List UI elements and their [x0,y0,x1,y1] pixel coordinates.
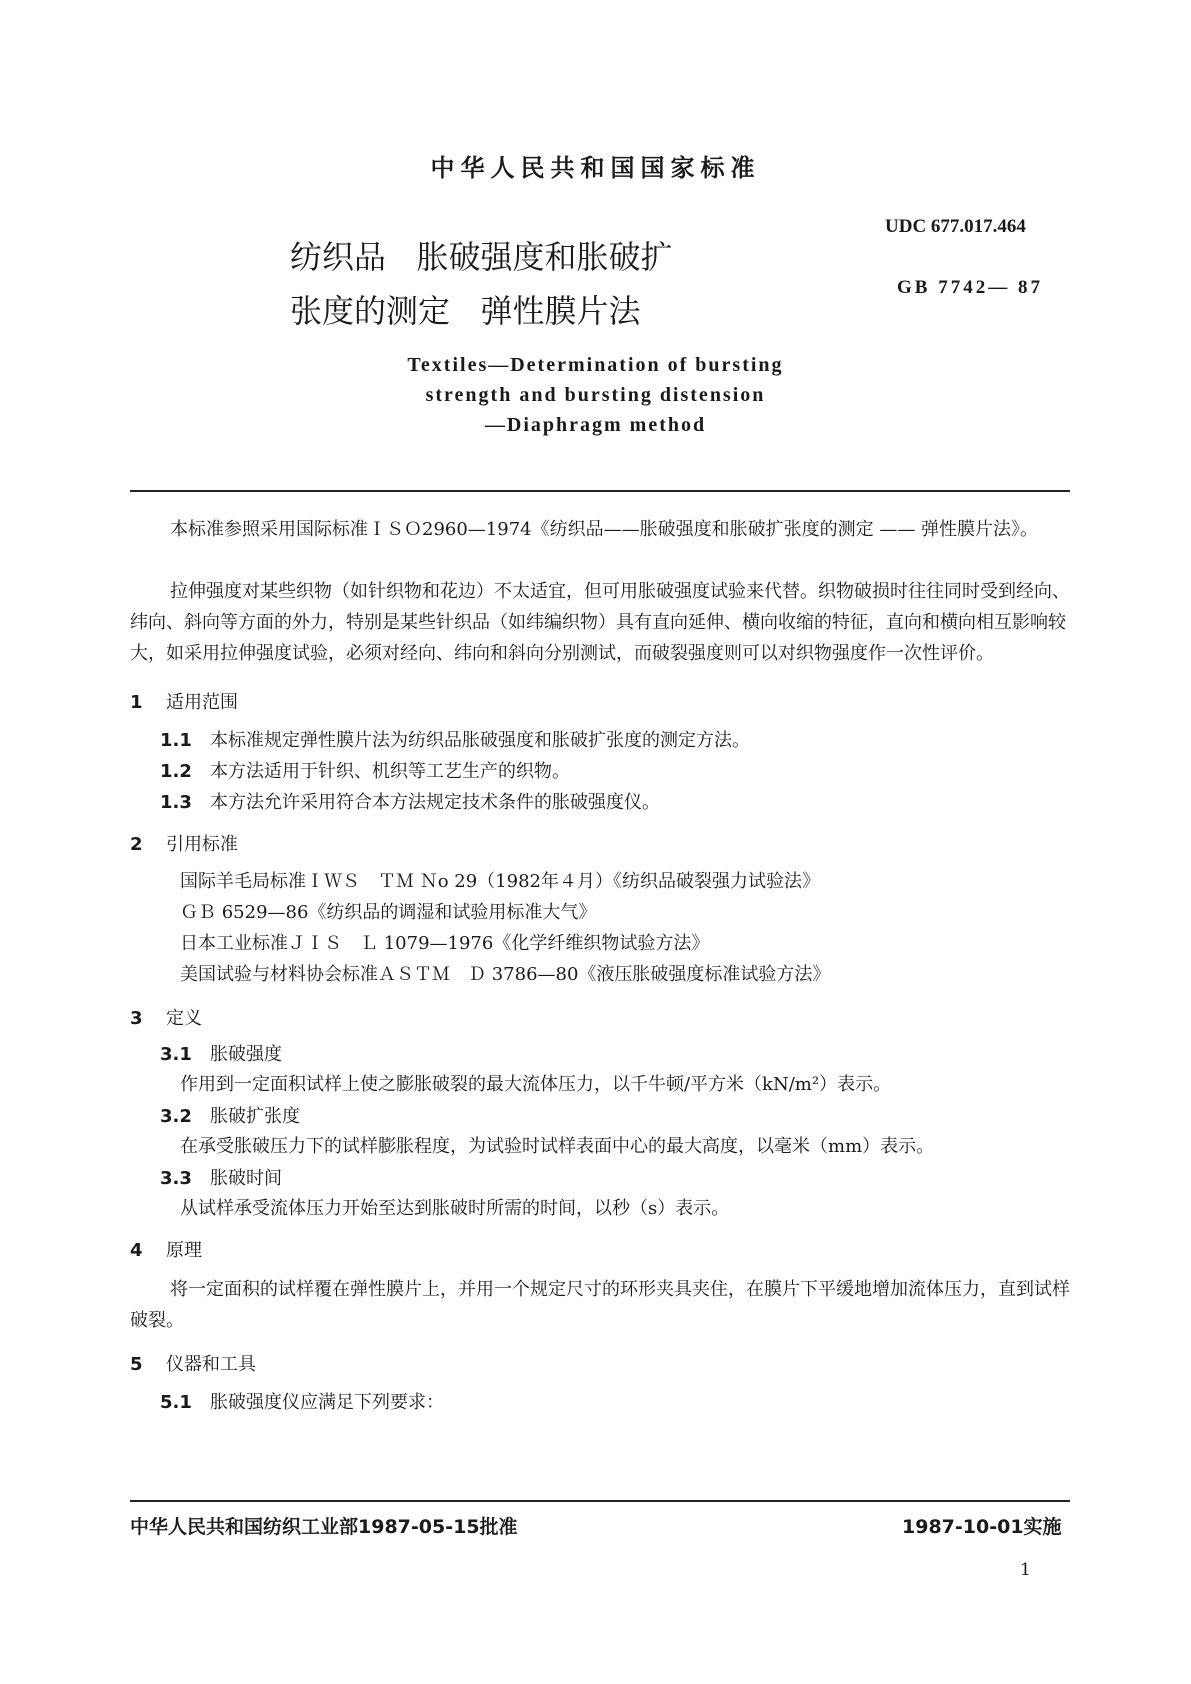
clause-1-3 [160,788,660,814]
clause-number: 3.2 [160,1106,192,1127]
section-1-heading [130,688,238,714]
definition-3-1: 作用到一定面积试样上使之膨胀破裂的最大流体压力，以千牛顿/平方米（kN/m²）表示。 [180,1074,892,1095]
clause-term: 胀破时间 [210,1168,282,1189]
gb-standard-number: GB 7742— 87 [897,277,1043,298]
top-divider [130,490,1070,492]
clause-1-1 [160,726,750,752]
english-title [0,350,1191,440]
clause-text: 本标准规定弹性膜片法为纺织品胀破强度和胀破扩张度的测定方法。 [210,730,750,751]
section-number: 3 [130,1008,143,1029]
clause-3-2 [160,1102,300,1128]
reference-1: 国际羊毛局标准ＩＷＳ ＴＭ Ｎo 29（1982年４月）《纺织品破裂强力试验法》 [180,871,820,892]
clause-number: 3.1 [160,1044,192,1065]
definition-3-2: 在承受胀破压力下的试样膨胀程度，为试验时试样表面中心的最大高度，以毫米（mm）表示。 [180,1136,935,1157]
section-title: 适用范围 [166,692,238,713]
page-number: 1 [1020,1560,1031,1580]
approval-statement: 中华人民共和国纺织工业部1987-05-15批准 [130,1516,518,1538]
intro-paragraph-2: 拉伸强度对某些织物（如针织物和花边）不太适宜，但可用胀破强度试验来代替。织物破损时往往同时受到经向、纬向、斜向等方面的外力，特别是某些针织品（如纬编织物）具有直向延伸、横向收缩的特征，直向和横向相互影响较大，如采用拉伸强度试验，必须对经向、纬向和斜向分别测试，而破裂强度则可以对织物强度作一次性评价。 [130,581,1070,664]
english-title-line-1: Textiles—Determination of bursting [407,354,784,376]
section-number: 1 [130,692,143,713]
clause-number: 5.1 [160,1392,192,1413]
udc-code: UDC 677.017.464 [885,216,1026,237]
clause-number: 1.3 [160,792,192,813]
clause-text: 本方法允许采用符合本方法规定技术条件的胀破强度仪。 [210,792,660,813]
section-3-heading [130,1004,202,1030]
section-4-heading [130,1236,202,1262]
section-title: 仪器和工具 [166,1354,256,1375]
clause-number: 3.3 [160,1168,192,1189]
definition-3-3: 从试样承受流体压力开始至达到胀破时所需的时间，以秒（s）表示。 [180,1198,730,1219]
chinese-title-line-2: 张度的测定 弹性膜片法 [290,292,641,330]
clause-term: 胀破强度 [210,1044,282,1065]
clause-number: 1.1 [160,730,192,751]
clause-1-2 [160,757,570,783]
intro-paragraph-1: 本标准参照采用国际标准ＩＳＯ2960—1974《纺织品——胀破强度和胀破扩张度的测定 —— 弹性膜片法》。 [170,519,1039,540]
clause-number: 1.2 [160,761,192,782]
section-title: 原理 [166,1240,202,1261]
section-number: 5 [130,1354,143,1375]
english-title-line-3: —Diaphragm method [484,414,707,436]
implementation-date: 1987-10-01实施 [902,1516,1062,1538]
reference-3: 日本工业标准ＪＩＳ Ｌ 1079—1976《化学纤维织物试验方法》 [180,933,710,954]
clause-text: 胀破强度仪应满足下列要求： [210,1392,444,1413]
issuing-organization: 中华人民共和国国家标准 [430,154,761,182]
reference-2: ＧＢ 6529—86《纺织品的调湿和试验用标准大气》 [180,902,597,923]
section-5-heading [130,1350,256,1376]
clause-3-1 [160,1040,282,1066]
bottom-divider [130,1500,1070,1502]
section-2-heading [130,830,238,856]
reference-4: 美国试验与材料协会标准ＡＳＴＭ Ｄ 3786—80《液压胀破强度标准试验方法》 [180,964,831,985]
section-number: 4 [130,1240,143,1261]
clause-text: 本方法适用于针织、机织等工艺生产的织物。 [210,761,570,782]
clause-term: 胀破扩张度 [210,1106,300,1127]
clause-3-3 [160,1164,282,1190]
principle-paragraph: 将一定面积的试样覆在弹性膜片上，并用一个规定尺寸的环形夹具夹住，在膜片下平缓地增加流体压力，直到试样破裂。 [130,1279,1070,1331]
section-number: 2 [130,834,143,855]
section-title: 定义 [166,1008,202,1029]
english-title-line-2: strength and bursting distension [425,384,766,406]
chinese-title [290,230,673,338]
clause-5-1 [160,1388,444,1414]
section-title: 引用标准 [166,834,238,855]
chinese-title-line-1: 纺织品 胀破强度和胀破扩 [290,238,673,276]
